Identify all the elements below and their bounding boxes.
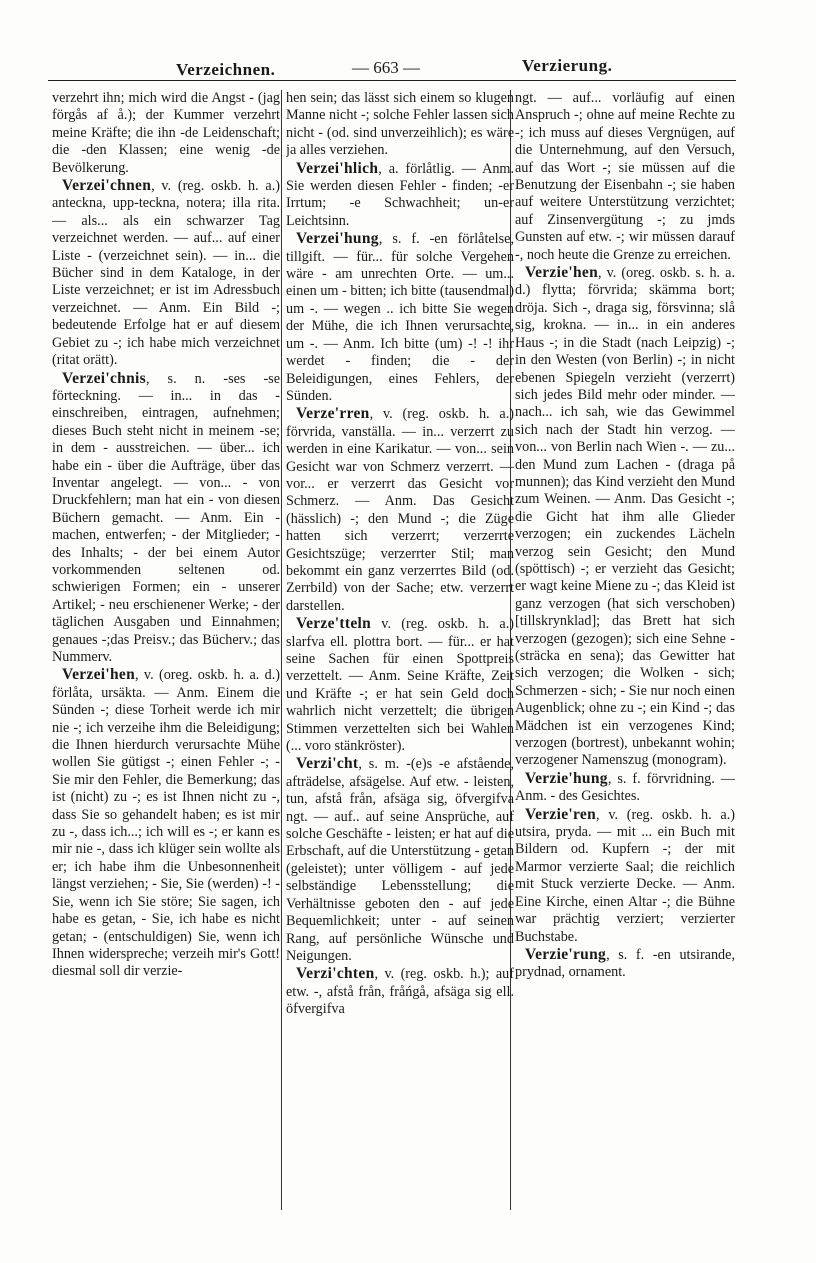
- headword: Verzei'hlich: [296, 159, 379, 177]
- entry-verzeichnen: Verzei'chnen, v. (reg. oskb. h. a.) anteckna, upp-teckna, notera; illa rita. — als... als ein schwarzer Tag verzeichnet werden. — auf... auf einer Liste - (verzeichnet sein). — in... die Bücher sind in dem Kataloge, in der Liste verzeichnet; er ist im Adressbuch verzeichnet. — Anm. Ein Bild -; bedeutende Erfolge hat er auf diesem Gebiet zu -; ich habe mich verzeichnet (ritat orätt).: [52, 177, 280, 369]
- entry-verzeihen: Verzei'hen, v. (oreg. oskb. h. a. d.) förlåta, ursäkta. — Anm. Einem die Sünden -; diese Torheit werde ich mir nie -; ich verzeihe ihm die Beleidigung; die Ihnen hierdurch verursachte Mühe wollen Sie gütigst -; einen Fehler -; - Sie mir den Fehler, die Bemerkung; das ist (nicht) zu -; es ist Ihnen nicht zu -, dass Sie so gehandelt haben; es ist mir zu -, dass ich...; ich will es -; er kann es mir nie -, dass ich klüger sein wollte als er; ich habe ihm die Unbesonnenheit längst verziehen; - Sie, Sie (werden) -! - Sie, wenn ich Sie störe; Sie sagen, ich habe es getan, - Sie, ich habe es nicht getan; - (entschuldigen) Sie, wenn ich Ihnen widerspreche; verzeih mir's Gott! diesmal soll dir verzie-: [52, 666, 280, 980]
- headword: Verzi'cht: [296, 755, 359, 773]
- headword: Verze'rren: [296, 405, 370, 423]
- entry-verzierung: Verzie'rung, s. f. -en utsirande, prydnad, ornament.: [515, 945, 735, 981]
- entry-verzichten: Verzi'chten, v. (reg. oskb. h.); auf etw. -, afstå från, fråńgå, afsäga sig ell. öfvergifva: [286, 965, 514, 1018]
- entry-verzeichnis: Verzei'chnis, s. n. -ses -se förteckning. — in... in das - einschreiben, eintragen, aufnehmen; dieses Buch steht nicht in meinem -se; in dem - ausstreichen. — über... ich habe ein - über die Aufträge, über das Inventar angelegt. — von... - von Druckfehlern; man hat ein - von diesen Büchern gemacht. — Anm. Ein - machen, entwerfen; - der Mitglieder; - des Inhalts; - der bei einem Autor vorkommenden seltenen od. schwierigen Formen; ein - unserer Artikel; - neu erschienener Werke; - der täglichen Ausgaben und Einnahmen; genaues -;das Preisv.; das Bücherv.; das Nummerv.: [52, 369, 280, 665]
- entry-verzeihung: Verzei'hung, s. f. -en förlåtelse, tillgift. — für... für solche Vergehen wäre - am unrechten Orte. — um... einen um - bitten; ich bitte (tausendmal) um -. — wegen .. ich bitte Sie wegen der Mühe, die ich Ihnen verursachte, um -. — Anm. Ich bitte (um) -! -! ihr werdet - finden; die - der Beleidigungen, eines Fehlers, der Sünden.: [286, 230, 514, 404]
- page-number: — 663 —: [352, 58, 420, 77]
- entry-verzetteln: Verze'tteln v. (reg. oskb. h. a.) slarfva ell. plottra bort. — für... er hat seine Sachen für einen Spottpreis verzettelt. — Anm. Seine Kräfte, Zeit und Kräfte -; er hat sein Geld doch wahrlich nicht verzettelt; die übrigen Stimmen verzettelten sich bei Wahlen (... voro stänkröster).: [286, 615, 514, 755]
- column-divider: [281, 90, 282, 1210]
- header-rule: [48, 80, 736, 81]
- headword: Verze'tteln: [296, 615, 372, 633]
- column-3: [515, 90, 735, 1230]
- entry-verziehung: Verzie'hung, s. f. förvridning. — Anm. - des Gesichtes.: [515, 769, 735, 805]
- entry-verziehen: Verzie'hen, v. (oreg. oskb. s. h. a. d.) flytta; förvrida; skämma bort; dröja. Sich -, draga sig, försvinna; slå sig, krokna. — in... in ein anderes Haus -; in die Stadt (nach Leipzig) -; in den Westen (von Berlin) -; in nicht ebenen Spiegeln verzieht (verzerrt) sich jedes Bild mehr oder minder. — nach... ich sah, wie das Gewimmel sich nach der Stadt hin verzog. — von... von Berlin nach Wien -. — zu... den Mund zum Lachen - (draga på munnen); das Kind verzieht den Mund zum Weinen. — Anm. Das Gesicht -; die Gicht hat ihm alle Glieder verzogen; ein zuckendes Lächeln verzog sein Gesicht; den Mund (spöttisch) -; er verzieht das Gesicht; er wagt keine Miene zu -; das Kleid ist ganz verzogen (hat sich verschoben) [tillskrynklad]; das Brett hat sich verzogen (gezogen); sich eine Sehne - (sträcka en sena); das Gewitter hat sich verzogen; die Wolken - sich; Schmerzen - sich; - Sie nur noch einen Augenblick; ohne zu -; ein Kind -; das Mädchen ist ein verzogenes Kind; verzogen (bortrest), unbekannt wohin; verzogener Namenszug (monogram).: [515, 264, 735, 769]
- entry-continuation: hen sein; das lässt sich einem so klugen Manne nicht -; solche Fehler lassen sich nicht - (od. sind unverzeihlich); es wäre ja alles verziehen.: [286, 90, 514, 159]
- column-2: [286, 90, 514, 1230]
- entry-verzieren: Verzie'ren, v. (reg. oskb. h. a.) utsira, pryda. — mit ... ein Buch mit Bildern od. Kupfern -; der mit Marmor verzierte Saal; die reichlich mit Stuck verzierte Decke. — Anm. Eine Kirche, einen Altar -; die Bühne war prächtig verziert; verzierter Buchstabe.: [515, 805, 735, 945]
- headword: Verzei'chnen: [62, 177, 152, 195]
- headword: Verzie'ren: [525, 805, 597, 823]
- header-right-guideword: Verzierung.: [522, 56, 613, 75]
- headword: Verzei'hen: [62, 666, 136, 684]
- headword: Verzi'chten: [296, 965, 375, 983]
- headword: Verzie'hen: [525, 264, 599, 282]
- headword: Verzei'hung: [296, 230, 379, 248]
- entry-verzerren: Verze'rren, v. (reg. oskb. h. a.) förvrida, vanställa. — in... verzerrt zu werden in eine Karikatur. — von... sein Gesicht war von Schmerz verzerrt. — vor... er verzerrt das Gesicht vor Schmerz. — Anm. Das Gesicht (hässlich) -; den Mund -; die Züge hatten sich verzerrt; verzerrte Gesichtszüge; verzerrter Stil; man bekommt ein ganz verzerrtes Bild (od. Zerrbild) von der Sache; etw. verzerrt darstellen.: [286, 405, 514, 614]
- header-left-guideword: Verzeichnen.: [176, 60, 276, 79]
- entry-continuation: ngt. — auf... vorläufig auf einen Anspruch -; ohne auf meine Rechte zu -; ich muss auf dieses Vergnügen, auf die Unternehmung, auf den Versuch, auf das Wort -; sie müssen auf die Benutzung der Eisenbahn -; sie haben auf weitere Unterstützung verzichtet; auf Zinsenvergütung -; zu jmds Gunsten auf etw. -; wir müssen darauf -, noch heute die Grenze zu erreichen.: [515, 90, 735, 263]
- headword: Verzie'hung: [525, 769, 608, 787]
- entry-verzeihlich: Verzei'hlich, a. förlåtlig. — Anm. Sie werden diesen Fehler - finden; -er Irrtum; -e Schwachheit; un-er Leichtsinn.: [286, 159, 514, 229]
- entry-continuation: verzehrt ihn; mich wird die Angst - (jag förgås af å.); der Kummer verzehrt meine Kräfte; die ihn -de Leidenschaft; die -den Klassen; eine wenig -de Bevölkerung.: [52, 90, 280, 176]
- entry-verzicht: Verzi'cht, s. m. -(e)s -e afstående, afträdelse, afsägelse. Auf etw. - leisten, tun, afstå från, afsäga sig, öfvergifva ngt. — auf.. auf seine Ansprüche, auf solche Geschäfte - leisten; er hat auf die Erbschaft, auf die Unterstützung - getan (geleistet); unter völligem - auf jede selbständige Lebensstellung; die Verhältnisse geboten den - auf jede Bequemlichkeit; unter - auf seinen Rang, auf persönliche Wünsche und Neigungen.: [286, 755, 514, 964]
- column-1: [52, 90, 280, 1230]
- headword: Verzei'chnis: [62, 369, 146, 387]
- headword: Verzie'rung: [525, 945, 607, 963]
